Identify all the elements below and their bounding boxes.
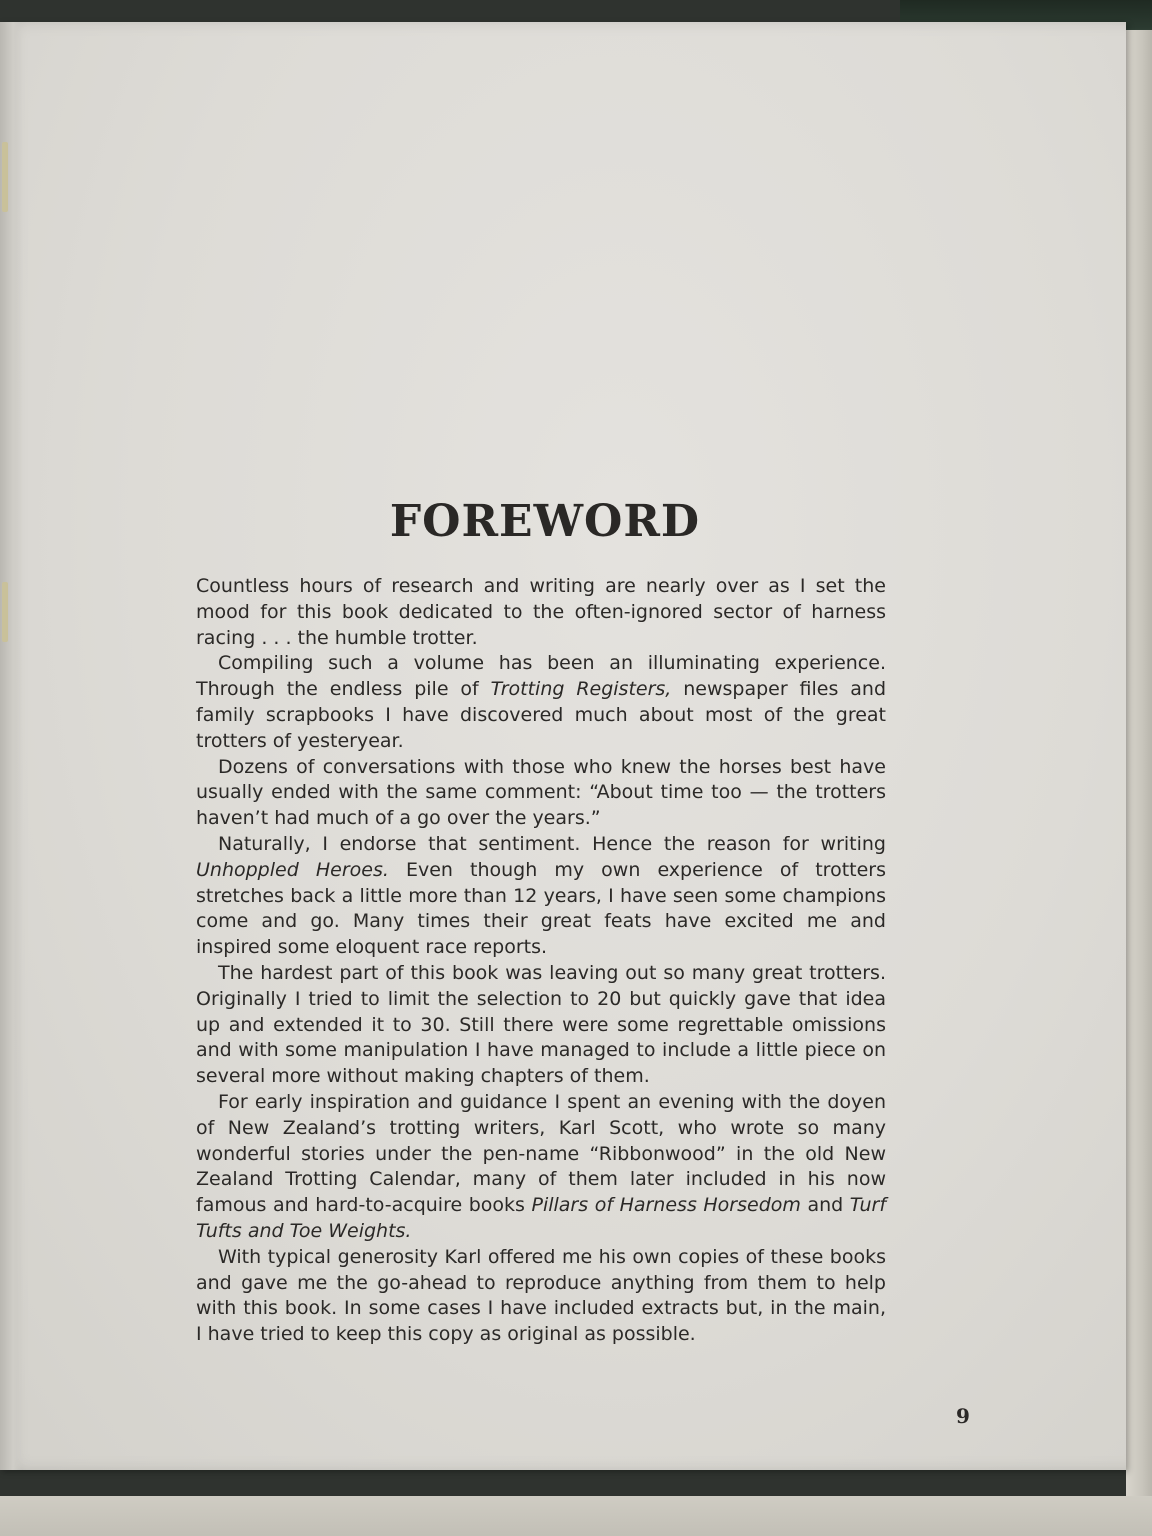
italic-title-run: Trotting Registers,: [490, 678, 672, 701]
body-paragraph: [196, 961, 886, 1090]
text-run: For early inspiration and guidance I spent an evening with the doyen of New Zealand’s trotting writers, Karl Scott, who wrote so many wonderful stories under the pen-name “Ribbonwood” in the old New Zealand Trotting Calendar, many of them later included in his now famous and hard-to-acquire books: [196, 1090, 886, 1217]
body-paragraph: [196, 574, 886, 651]
text-run: and: [800, 1194, 850, 1217]
body-paragraph: [196, 1090, 886, 1245]
body-text: [196, 574, 886, 1348]
text-run: With typical generosity Karl offered me his own copies of these books and gave me the go-ahead to reproduce anything from them to help with this book. In some cases I have included extracts but, in the main, I have tried to keep this copy as original as possible.: [196, 1245, 886, 1346]
text-run: Naturally, I endorse that sentiment. Hence the reason for writing: [218, 832, 886, 855]
spine-tape-mark: [2, 582, 8, 642]
text-run: newspaper files and family scrapbooks I have discovered much about most of the great trotters of yesteryear.: [196, 678, 887, 752]
text-run: The hardest part of this book was leaving out so many great trotters. Originally I tried to limit the selection to 20 but quickly gave that idea up and extended it to 30. Still there were some regrettable omissions and with some manipulation I have managed to include a little piece on several more without making chapters of them.: [196, 961, 886, 1088]
body-paragraph: [196, 832, 886, 961]
italic-title-run: Turf Tufts and Toe Weights.: [196, 1194, 887, 1242]
text-run: Countless hours of research and writing are nearly over as I set the mood for this book dedicated to the often-ignored sector of harness racing . . . the humble trotter.: [196, 575, 886, 649]
body-paragraph: [196, 1245, 886, 1348]
text-run: Dozens of conversations with those who knew the horses best have usually ended with the same comment: “About time too — the trotters haven’t had much of a go over the years.”: [196, 755, 886, 830]
page-number: 9: [956, 1404, 970, 1428]
book-cover-bottom-edge: [0, 1496, 1152, 1536]
body-paragraph: [196, 755, 886, 832]
book-spine-gutter: [0, 22, 22, 1470]
page-title: FOREWORD: [389, 496, 701, 547]
text-run: Even though my own experience of trotters stretches back a little more than 12 years, I have seen some champions come and go. Many times their great feats have excited me and inspired some eloquent race reports.: [196, 858, 886, 959]
italic-title-run: Pillars of Harness Horsedom: [531, 1194, 801, 1217]
body-paragraph: [196, 651, 886, 754]
italic-title-run: Unhoppled Heroes.: [196, 858, 389, 881]
text-run: Compiling such a volume has been an illuminating experience. Through the endless pile of: [196, 652, 886, 701]
spine-tape-mark: [2, 142, 8, 212]
book-cover-right-edge: [1126, 30, 1152, 1536]
